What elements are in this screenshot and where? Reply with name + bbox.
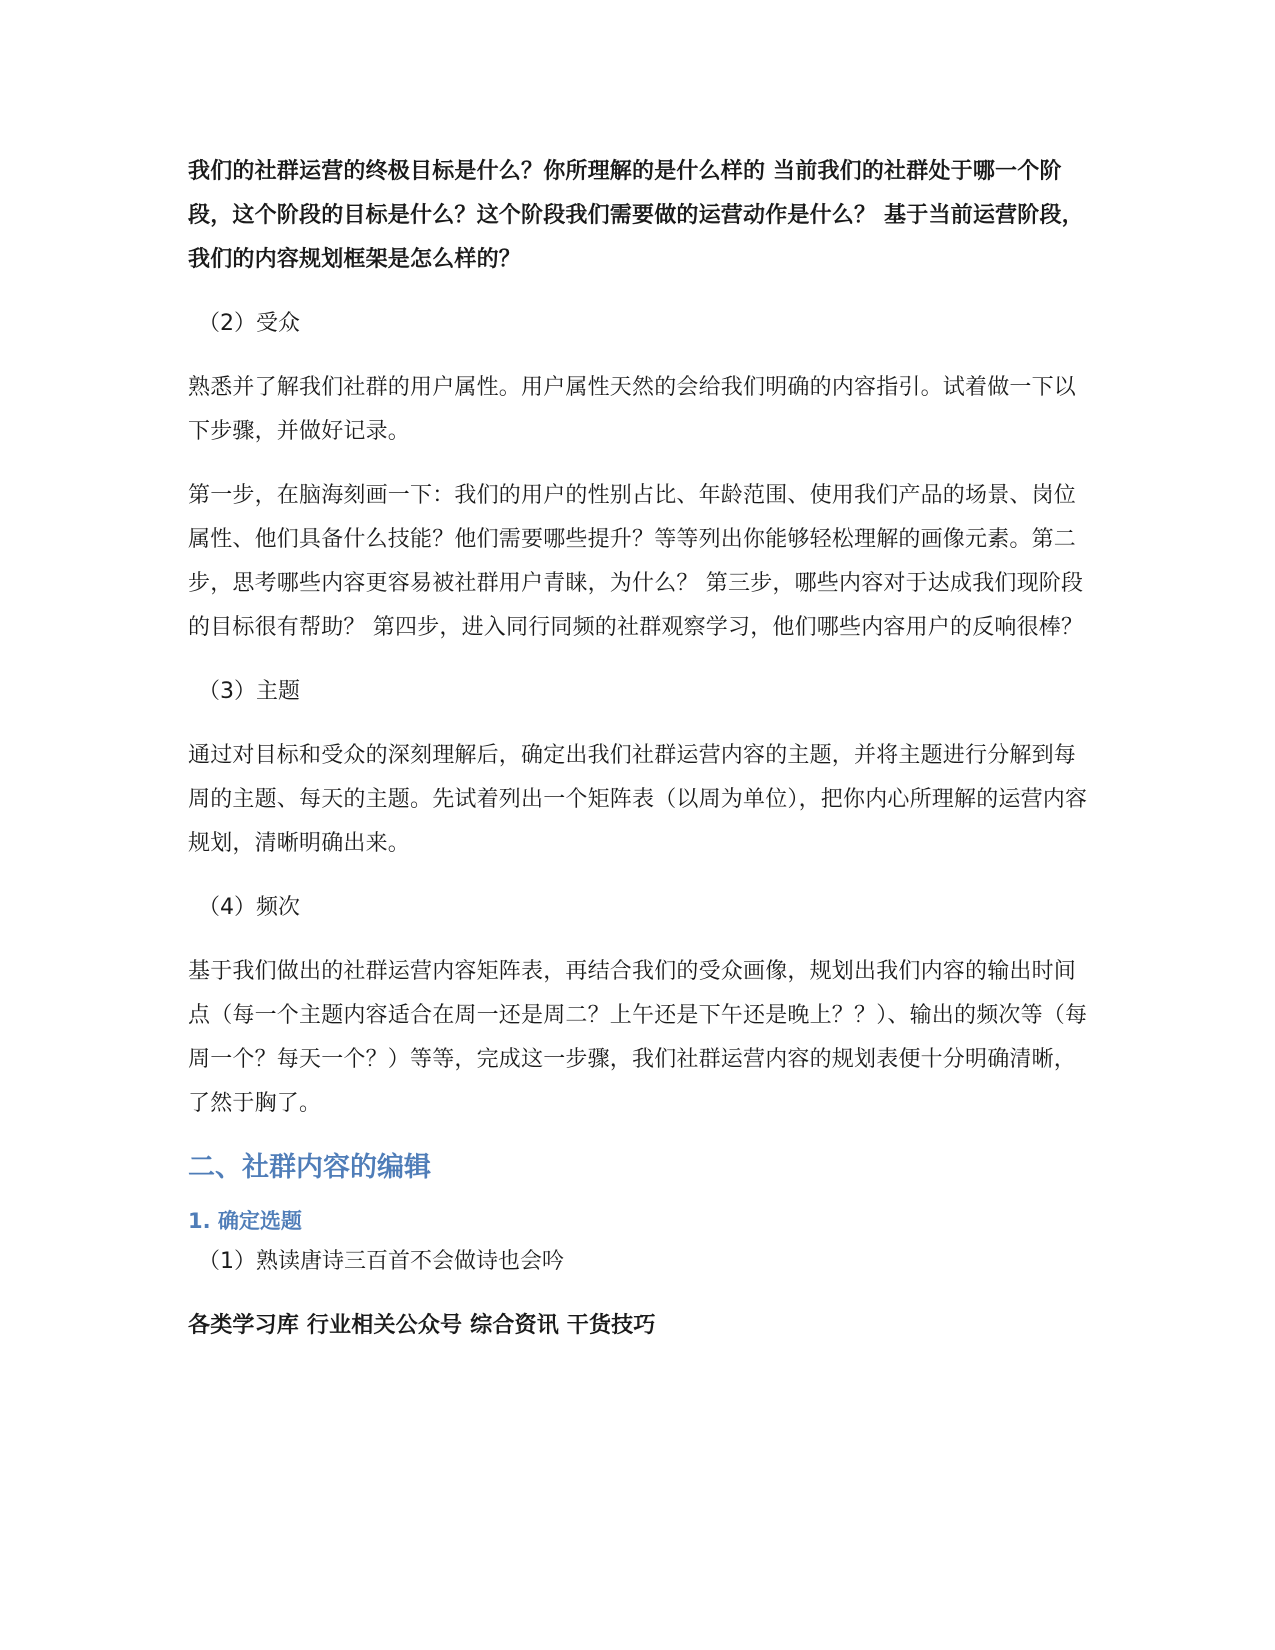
intro-bold-paragraph: 我们的社群运营的终极目标是什么？你所理解的是什么样的 当前我们的社群处于哪一个阶段，这个阶段的目标是什么？这个阶段我们需要做的运营动作是什么？ 基于当前运营阶段，我们的内容规划框架是怎么样的？ bbox=[188, 159, 1084, 272]
theme-heading: （3）主题 bbox=[198, 679, 300, 704]
audience-paragraph-1: 熟悉并了解我们社群的用户属性。用户属性天然的会给我们明确的内容指引。试着做一下以下步骤，并做好记录。 bbox=[188, 375, 1077, 444]
subsection-1-title: 1. 确定选题 bbox=[188, 1209, 302, 1233]
frequency-paragraph: 基于我们做出的社群运营内容矩阵表，再结合我们的受众画像，规划出我们内容的输出时间点（每一个主题内容适合在周一还是周二？上午还是下午还是晚上？？）、输出的频次等（每周一个？每天一个？）等等，完成这一步骤，我们社群运营内容的规划表便十分明确清晰，了然于胸了。 bbox=[188, 959, 1088, 1116]
document-body bbox=[188, 150, 1088, 1368]
audience-paragraph-2: 第一步，在脑海刻画一下：我们的用户的性别占比、年龄范围、使用我们产品的场景、岗位属性、他们具备什么技能？他们需要哪些提升？等等列出你能够轻松理解的画像元素。第二步，思考哪些内容更容易被社群用户青睐，为什么？ 第三步，哪些内容对于达成我们现阶段的目标很有帮助？ 第四步，进入同行同频的社群观察学习，他们哪些内容用户的反响很棒？ bbox=[188, 483, 1084, 640]
section-2-title: 二、社群内容的编辑 bbox=[188, 1152, 431, 1183]
audience-heading: （2）受众 bbox=[198, 311, 300, 336]
frequency-heading: （4）频次 bbox=[198, 895, 300, 920]
item-1-text: （1）熟读唐诗三百首不会做诗也会吟 bbox=[198, 1249, 564, 1274]
theme-paragraph: 通过对目标和受众的深刻理解后，确定出我们社群运营内容的主题，并将主题进行分解到每周的主题、每天的主题。先试着列出一个矩阵表（以周为单位），把你内心所理解的运营内容规划，清晰明确出来。 bbox=[188, 743, 1088, 856]
sources-bold-line: 各类学习库 行业相关公众号 综合资讯 干货技巧 bbox=[188, 1313, 656, 1338]
